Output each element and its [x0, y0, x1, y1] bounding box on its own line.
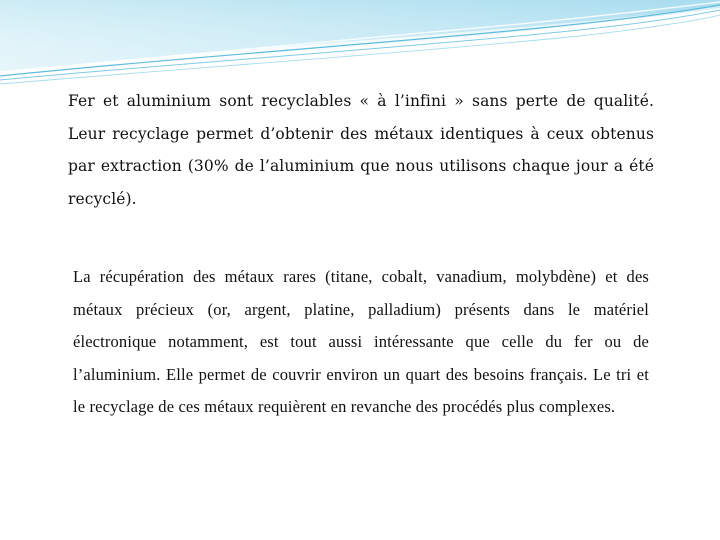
paragraph-metaux-rares-precieux: La récupération des métaux rares (titane, cobalt, vanadium, molybdène) et des métaux précieux (or, argent, platine, palladium) présents dans le matériel électronique notamment, est tout aussi intéressante que celle du fer ou de l’aluminium. Elle permet de couvrir environ un quart des besoins français. Le tri et le recyclage de ces métaux requièrent en revanche des procédés plus complexes.	[73, 267, 649, 416]
paragraph-recyclage-fer-aluminium: Fer et aluminium sont recyclables « à l’infini » sans perte de qualité. Leur recyclage permet d’obtenir des métaux identiques à ceux obtenus par extraction (30% de l’aluminium que nous utilisons chaque jour a été recyclé).	[68, 92, 654, 208]
header-wave-decoration	[0, 0, 720, 90]
